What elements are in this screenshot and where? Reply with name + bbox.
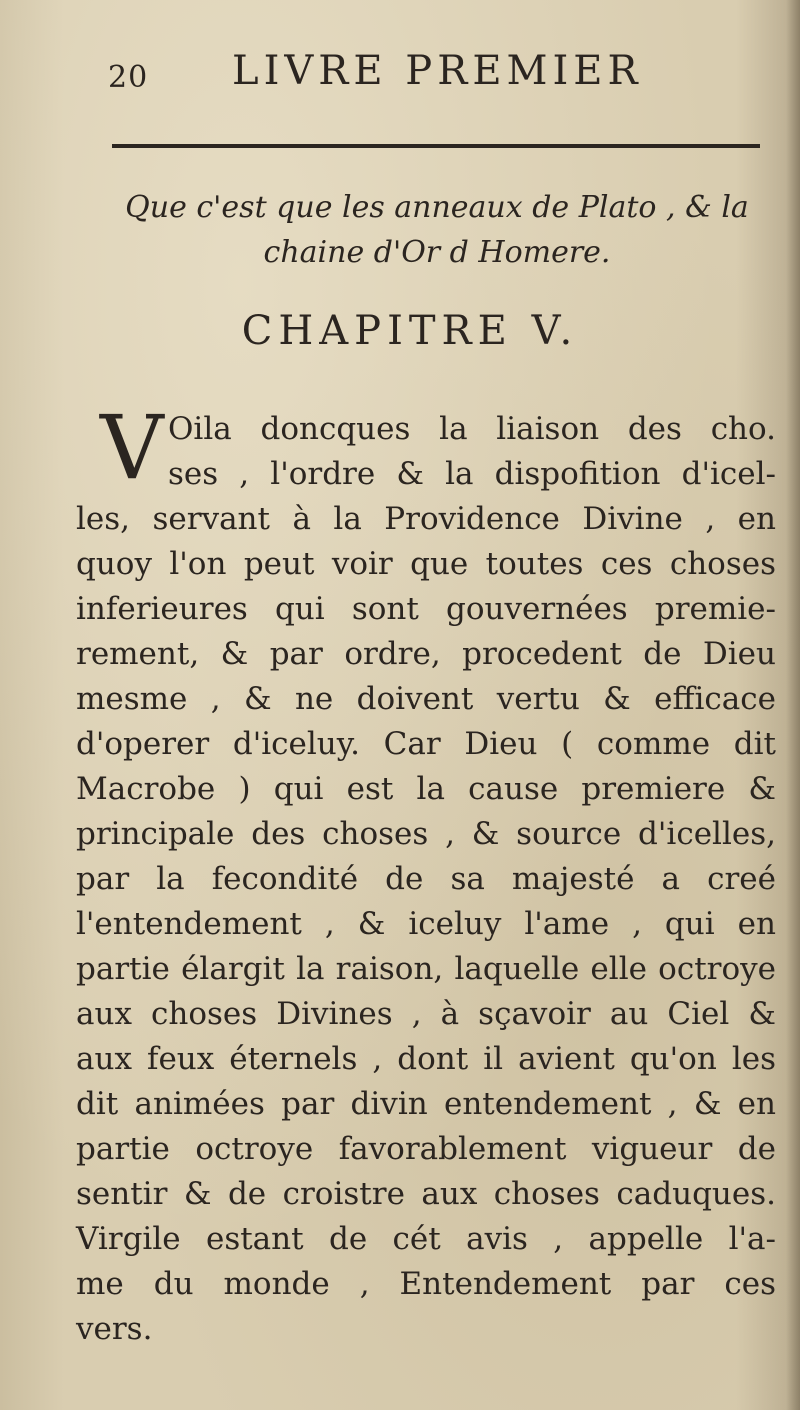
page-number: 20: [108, 60, 149, 95]
text-line: mesme , & ne doivent vertu & efficace: [76, 681, 776, 717]
body-text: [76, 407, 776, 1352]
text-line: rement, & par ordre, procedent de Dieu: [76, 636, 776, 672]
text-line: par la fecondité de sa majesté a creé: [76, 861, 776, 897]
book-title: LIVRE PREMIER: [232, 48, 643, 94]
chapter-summary-line: Que c'est que les anneaux de Plato , & la: [125, 190, 749, 225]
running-head: [108, 48, 708, 104]
chapter-summary: [112, 185, 762, 275]
text-line: sentir & de croistre aux choses caduques.: [76, 1176, 776, 1212]
text-line: Macrobe ) qui est la cause premiere &: [76, 771, 776, 807]
text-line: Virgile estant de cét avis , appelle l'a-: [76, 1221, 776, 1257]
text-line: ses , l'ordre & la dispofition d'icel-: [168, 456, 776, 492]
text-line: l'entendement , & iceluy l'ame , qui en: [76, 906, 776, 942]
text-line: vers.: [76, 1311, 153, 1347]
text-line: d'operer d'iceluy. Car Dieu ( comme dit: [76, 726, 776, 762]
text-line: me du monde , Entendement par ces: [76, 1266, 776, 1302]
page-edge-shadow: [786, 0, 800, 1410]
text-line: partie élargit la raison, laquelle elle octroye: [76, 951, 776, 987]
text-line: aux feux éternels , dont il avient qu'on les: [76, 1041, 776, 1077]
header-rule: [112, 144, 760, 148]
text-line: dit animées par divin entendement , & en: [76, 1086, 776, 1122]
text-line: partie octroye favorablement vigueur de: [76, 1131, 776, 1167]
drop-cap: V: [100, 396, 164, 499]
text-line: principale des choses , & source d'icelles,: [76, 816, 776, 852]
text-line: quoy l'on peut voir que toutes ces choses: [76, 546, 776, 582]
chapter-heading: CHAPITRE V.: [241, 308, 579, 354]
text-line: inferieures qui sont gouvernées premie-: [76, 591, 776, 627]
text-line: Oila doncques la liaison des cho.: [168, 411, 776, 447]
text-line: les, servant à la Providence Divine , en: [76, 501, 776, 537]
text-line: aux choses Divines , à sçavoir au Ciel &: [76, 996, 776, 1032]
chapter-summary-line: chaine d'Or d Homere.: [263, 235, 611, 270]
